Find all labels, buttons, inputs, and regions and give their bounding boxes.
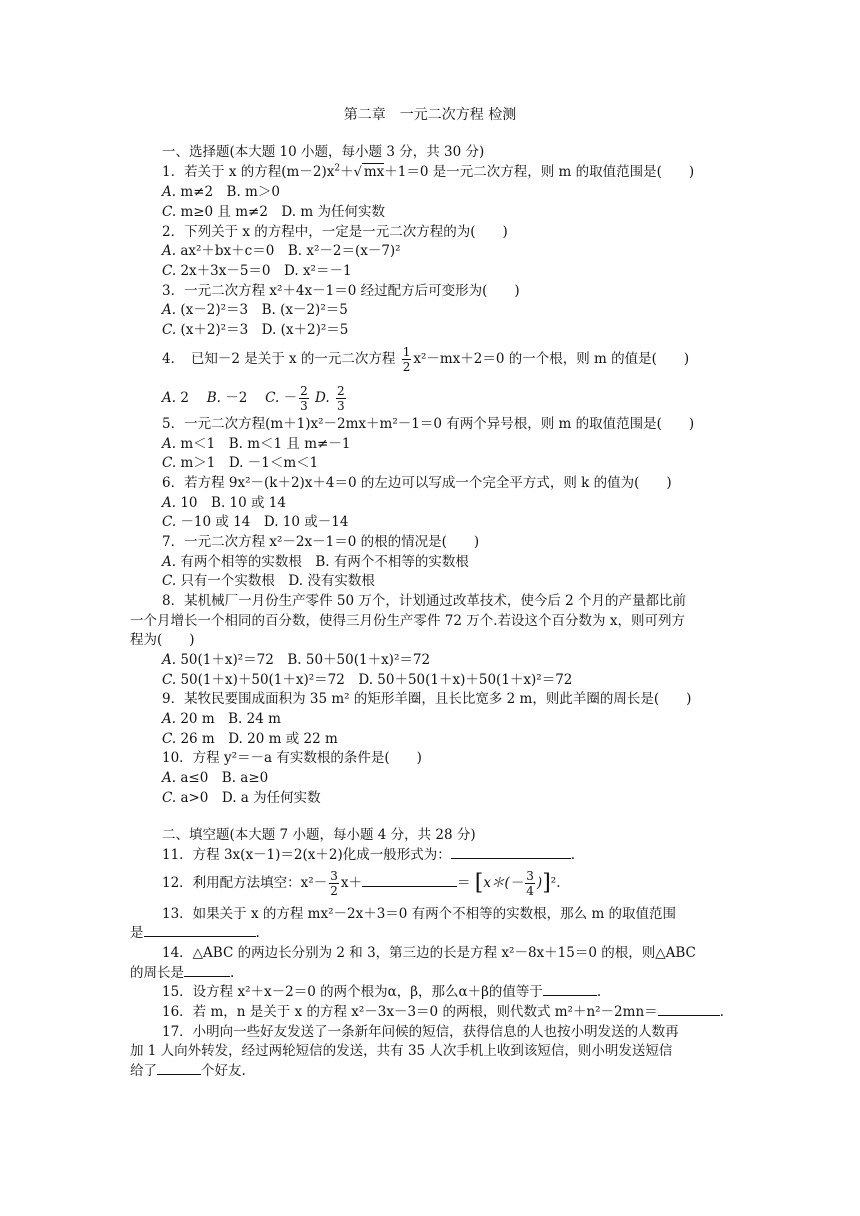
question-17-line-2: 加 1 人向外转发，经过两轮短信的发送，共有 35 人次手机上收到该短信，则小明发送短信 [130, 1043, 673, 1059]
question-4-stem: 4． 已知－2 是关于 x 的一元二次方程 $\frac{1}{2}$ x²－mx＋2＝0 的一个根，则 m 的值是( ) [162, 345, 690, 374]
section-choice-heading: 一、选择题(本大题 10 小题，每小题 3 分，共 30 分) [162, 144, 485, 160]
question-6-options-cd: C. －10 或 14 D. 10 或－14 [162, 514, 349, 530]
sqrt-symbol: √ [353, 165, 362, 180]
question-2-options-ab: A. ax²＋bx＋c＝0 B. x²－2＝(x－7)² [162, 243, 401, 259]
question-16: 16．若 m，n 是关于 x 的方程 x²－3x－3＝0 的两根，则代数式 m²＋n²－2mn＝ . [162, 1004, 724, 1020]
question-1-stem: 1．若关于 x 的方程$(m-2)x^2+√$ mx＋1＝0 是一元二次方程，则 m 的取值范围是( ) [162, 163, 695, 180]
question-1-options-cd: C. m≥0 且 m≠2 D. m 为任何实数 [162, 204, 385, 220]
fraction-one-half: $\frac{1}{2}$ [402, 345, 411, 374]
question-3-options-cd: C. (x＋2)²＝3 D. (x＋2)²＝5 [162, 322, 349, 338]
question-6-stem: 6．若方程 9x²－(k＋2)x＋4＝0 的左边可以写成一个完全平方式，则 k 的值为( ) [162, 475, 672, 491]
question-15: 15．设方程 x²＋x－2＝0 的两个根为α，β，那么α＋β的值等于 . [162, 984, 602, 1000]
question-7-stem: 7．一元二次方程 x²－2x－1＝0 的根的情况是( ) [162, 534, 480, 550]
question-1-options-ab: A. m≠2 B. m＞0 [162, 184, 280, 200]
fraction-two-thirds: $\frac{2}{3}$ [336, 384, 345, 413]
answer-blank[interactable] [144, 924, 256, 937]
question-8-options-cd: C. 50(1＋x)＋50(1＋x)²＝72 D. 50＋50(1＋x)＋50(1＋x)²＝72 [162, 672, 573, 688]
answer-blank[interactable] [543, 983, 597, 996]
question-5-stem: 5．一元二次方程(m＋1)x²－2mx＋m²－1＝0 有两个异号根，则 m 的取值范围是( ) [162, 416, 695, 432]
section-fill-heading: 二、填空题(本大题 7 小题，每小题 4 分，共 28 分) [162, 827, 476, 843]
question-3-stem: 3．一元二次方程 x²＋4x－1＝0 经过配方后可变形为( ) [162, 283, 520, 299]
question-2-options-cd: C. 2x＋3x－5＝0 D. x²＝－1 [162, 263, 352, 279]
page-title: 第二章 一元二次方程 检测 [343, 107, 517, 123]
answer-blank[interactable] [362, 874, 457, 887]
fraction-two-thirds: $\frac{2}{3}$ [300, 384, 308, 413]
answer-blank[interactable] [157, 1062, 201, 1075]
question-10-stem: 10．方程 y²＝－a 有实数根的条件是( ) [162, 750, 422, 766]
question-11: 11．方程 3x(x－1)＝2(x＋2)化成一般形式为： . [162, 847, 576, 863]
answer-blank[interactable] [658, 1003, 720, 1016]
question-8-line-2: 一个月增长一个相同的百分数，使得三月份生产零件 72 万个.若设这个百分数为 x，则可列方 [130, 613, 685, 629]
fraction-three-quarters: $\frac{3}{4}$ [526, 869, 534, 898]
answer-blank[interactable] [184, 964, 230, 977]
question-10-options-ab: A. a≤0 B. a≥0 [162, 770, 269, 786]
question-17-line-1: 17．小明向一些好友发送了一条新年问候的短信，获得信息的人也按小明发送的人数再 [162, 1024, 679, 1040]
question-4-options: A. 2 B. －2 C. － $\frac{2}{3}$ D. $\frac{2}{3}$ [162, 384, 345, 413]
question-8-line-3: 程为( ) [130, 632, 195, 648]
question-3-options-ab: A. (x－2)²＝3 B. (x－2)²＝5 [162, 302, 348, 318]
question-9-options-cd: C. 26 m D. 20 m 或 22 m [162, 731, 338, 747]
question-10-options-cd: C. a>0 D. a 为任何实数 [162, 790, 321, 806]
question-12: 12．利用配方法填空：x²－ $\frac{3}{2}$ x＋ ＝ [x＊(－ $\frac{3}{4}$ )]². [162, 869, 561, 898]
question-17-line-3: 给了 个好友. [130, 1063, 246, 1079]
question-7-options-cd: C. 只有一个实数根 D. 没有实数根 [162, 573, 375, 589]
question-8-options-ab: A. 50(1＋x)²＝72 B. 50＋50(1＋x)²＝72 [162, 652, 431, 668]
question-8-line-1: 8．某机械厂一月份生产零件 50 万个，计划通过改革技术，使今后 2 个月的产量都比前 [162, 593, 687, 609]
question-13-line-1: 13．如果关于 x 的方程 mx²－2x＋3＝0 有两个不相等的实数根，那么 m 的取值范围 [162, 906, 677, 922]
answer-blank[interactable] [451, 846, 571, 859]
question-6-options-ab: A. 10 B. 10 或 14 [162, 495, 286, 511]
question-14-line-1: 14．△ABC 的两边长分别为 2 和 3，第三边的长是方程 x²－8x＋15＝0 的根，则△ABC [162, 945, 696, 961]
question-14-line-2: 的周长是 . [130, 965, 235, 981]
question-9-options-ab: A. 20 m B. 24 m [162, 711, 281, 727]
fraction-three-halves: $\frac{3}{2}$ [330, 869, 338, 898]
question-2-stem: 2．下列关于 x 的方程中，一定是一元二次方程的为( ) [162, 224, 508, 240]
question-5-options-cd: C. m＞1 D. －1＜m＜1 [162, 455, 319, 471]
question-7-options-ab: A. 有两个相等的实数根 B. 有两个不相等的实数根 [162, 554, 469, 570]
question-9-stem: 9．某牧民要围成面积为 35 m² 的矩形羊圈，且长比宽多 2 m，则此羊圈的周长是( ) [162, 691, 692, 707]
question-13-line-2: 是 . [130, 925, 260, 941]
question-5-options-ab: A. m＜1 B. m＜1 且 m≠－1 [162, 436, 351, 452]
